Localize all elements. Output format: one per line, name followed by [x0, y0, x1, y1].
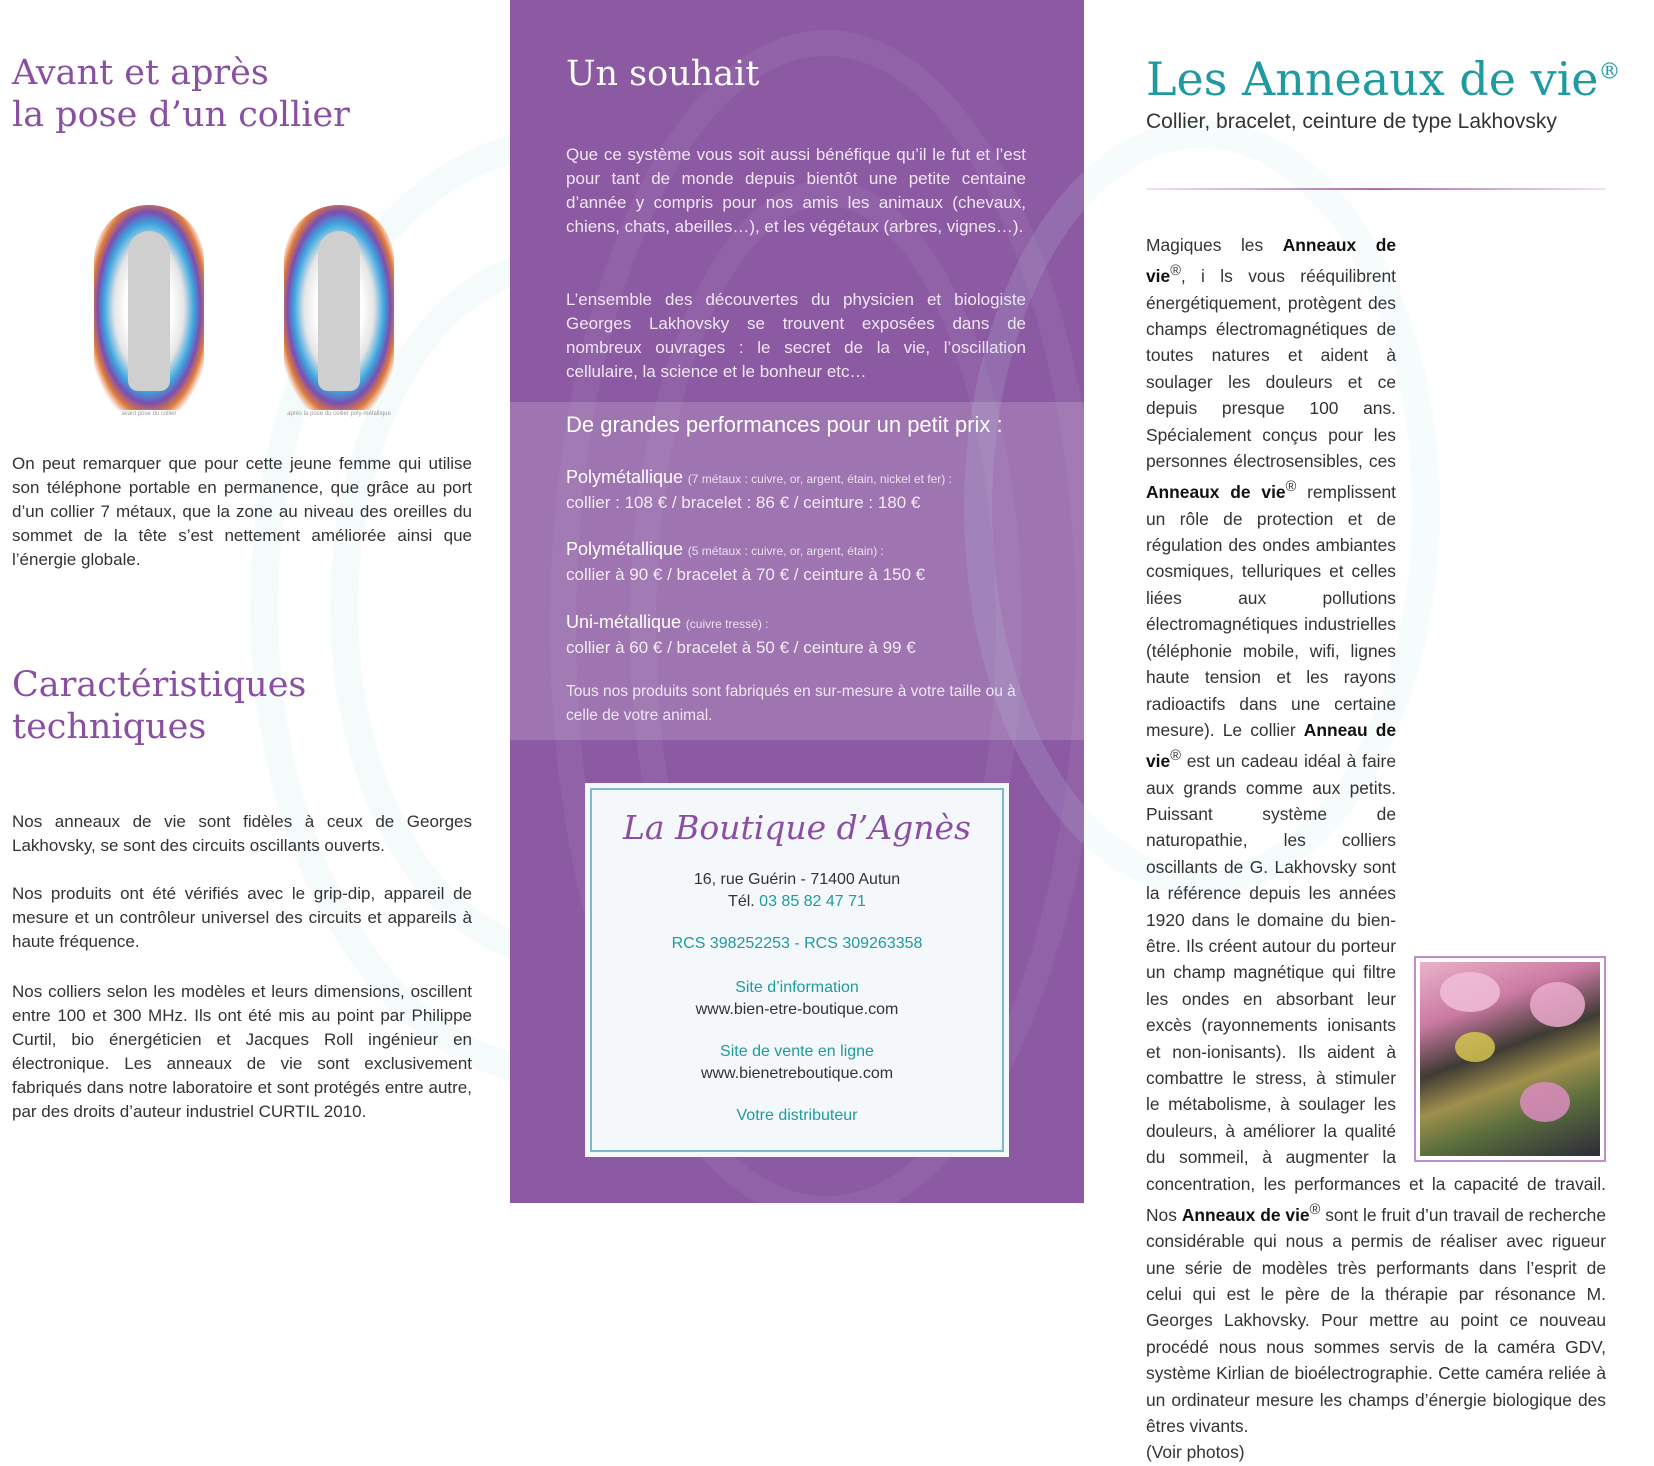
text-run: remplissent un rôle de protection et de régulation des ondes ambiantes cosmiques, telluriques et celles liées aux pollutions électromagnétiques industrielles (téléphonie mobile, wifi, lignes haute tension et les rayons radioactifs dans une certaine mesure). Le collier: [1146, 482, 1397, 740]
heading-line: la pose d’un collier: [12, 95, 350, 135]
sale-site-label: Site de vente en ligne: [720, 1043, 874, 1060]
text-run: , i ls vous rééquilibrent énergétiquement, protègent des champs électromagnétiques de toutes natures et aident à soulager les douleurs et ce depuis presque 100 ans. Spécialement conçus pour les personnes électrosensibles, ces: [1146, 266, 1396, 472]
text-run: Magiques les: [1146, 235, 1283, 255]
product-detail: (cuivre tressé) :: [685, 617, 769, 631]
aura-figure-after: [284, 205, 394, 410]
pricing-title: De grandes performances pour un petit prix :: [566, 412, 1003, 437]
orchid-image: [1420, 962, 1600, 1156]
text-run: sont le fruit d’un travail de recherche considérable qui nous a permis de réaliser avec rigueur une série de modèles très performants dans l’esprit de celui qui est le père de la thérapie par résonance M. Georges Lakhovsky. Pour mettre au point ce nouveau procédé nous nous sommes servis de la caméra GDV, système Kirlian de bioélectrographie. Cette caméra reliée à un ordinateur mesure les champs d’énergie biologique des êtres vivants.: [1146, 1204, 1607, 1437]
wish-title: Un souhait: [566, 54, 760, 94]
technical-heading: [12, 664, 306, 748]
product-uni-metal: [566, 611, 1036, 659]
product-name: Polymétallique: [566, 467, 684, 487]
registered-mark: ®: [1309, 1202, 1321, 1219]
registered-mark: ®: [1170, 748, 1181, 765]
heading-line: Caractéristiques: [12, 665, 307, 705]
sale-site-link[interactable]: www.bienetreboutique.com: [700, 1065, 894, 1082]
phone-label: Tél.: [728, 893, 755, 910]
wish-paragraph-2: L’ensemble des découvertes du physicien et biologiste Georges Lakhovsky se trouvent exposées dans de nombreux ouvrages : le secret de la vie, l’oscillation cellulaire, la science et le bonheur etc…: [566, 290, 1026, 381]
figure-caption: avant pose du collier: [121, 411, 177, 417]
wish-paragraph-1: Que ce système vous soit aussi bénéfique qu’il le fut et l’est pour tant de monde depuis bientôt une petite centaine d’année y compris pour nos amis les animaux (chevaux, chiens, chats, abeilles…), et les végétaux (arbres, vignes…).: [566, 145, 1026, 236]
brand-name: Anneaux de vie: [1146, 482, 1286, 503]
product-prices: collier à 90 € / bracelet à 70 € / ceinture à 150 €: [566, 565, 926, 584]
pricing-note: Tous nos produits sont fabriqués en sur-mesure à votre taille ou à celle de votre animal.: [566, 683, 1016, 724]
distributor-label: Votre distributeur: [736, 1107, 858, 1124]
shop-rcs: RCS 398252253 - RCS 309263358: [671, 935, 923, 952]
left-panel: [0, 0, 510, 1203]
text-run: est un cadeau idéal à faire aux grands comme aux petits. Puissant système de naturopathie, les colliers oscillants de G. Lakhovsky sont la référence depuis les années 1920 dans le domaine du bien-être. Ils créent autour du porteur un champ magnétique qui filtre les ondes en absorbant leur excès (rayonnements ionisants et non-ionisants). Ils aident à combattre le stress, à stimuler le métabolisme, à soulager les douleurs, à améliorer la qualité du sommeil, à augmenter la concentration, les performances et la capacité de travail. Nos: [1146, 751, 1606, 1225]
shop-address: 16, rue Guérin - 71400 Autun: [693, 871, 901, 888]
technical-paragraph-2: Nos produits ont été vérifiés avec le grip-dip, appareil de mesure et un contrôleur universel des circuits et appareils à haute fréquence.: [12, 884, 472, 951]
product-prices: collier : 108 € / bracelet : 86 € / ceinture : 180 €: [566, 493, 921, 512]
heading-line: Avant et après: [12, 53, 269, 93]
phone-link[interactable]: 03 85 82 47 71: [759, 893, 866, 910]
before-after-heading: [12, 52, 350, 136]
product-name: Polymétallique: [566, 539, 684, 559]
info-site-link[interactable]: www.bien-etre-boutique.com: [695, 1001, 899, 1018]
divider: [1146, 188, 1606, 190]
registered-mark: ®: [1170, 263, 1181, 280]
brand-name: Anneau de vie: [1146, 719, 1396, 772]
product-title: [1146, 52, 1621, 106]
product-description: [1146, 232, 1606, 1466]
flower-photo: [1414, 956, 1606, 1162]
right-panel: [1084, 0, 1654, 1463]
aura-figure-before: [94, 205, 204, 410]
body-silhouette: [318, 231, 360, 391]
body-silhouette: [128, 231, 170, 391]
shop-card: [590, 788, 1004, 1152]
aura-description: On peut remarquer que pour cette jeune femme qui utilise son téléphone portable en permanence, que grâce au port d’un collier 7 métaux, que la zone au niveau des oreilles du sommet de la tête s’est nettement améliorée ainsi que l’énergie globale.: [12, 454, 472, 569]
info-site-label: Site d’information: [735, 979, 859, 996]
product-detail: (7 métaux : cuivre, or, argent, étain, nickel et fer) :: [687, 472, 952, 486]
registered-mark: ®: [1598, 59, 1621, 85]
brand-name: Anneaux de vie: [1181, 1204, 1310, 1225]
see-photos-note: (Voir photos): [1146, 1442, 1245, 1463]
brand-name: Anneaux de vie: [1146, 235, 1396, 287]
shop-name: La Boutique d’Agnès: [623, 808, 971, 847]
shop-phone-line: [592, 891, 1002, 913]
technical-paragraph-1: Nos anneaux de vie sont fidèles à ceux de Georges Lakhovsky, se sont des circuits oscillants ouverts.: [12, 812, 472, 855]
technical-paragraph-3: Nos colliers selon les modèles et leurs dimensions, oscillent entre 100 et 300 MHz. Ils ont été mis au point par Philippe Curtil, bio énergéticien et Jacques Roll ingénieur en électronique. Les anneaux de vie sont exclusivement fabriqués dans notre laboratoire et sont protégés entre autre, par des droits d’auteur industriel CURTIL 2010.: [12, 982, 472, 1121]
title-text: Les Anneaux de vie: [1146, 52, 1599, 106]
product-subtitle: Collier, bracelet, ceinture de type Lakhovsky: [1146, 110, 1557, 133]
heading-line: techniques: [12, 707, 207, 747]
figure-caption: après la pose du collier poly-métallique: [287, 411, 391, 417]
product-detail: (5 métaux : cuivre, or, argent, étain) :: [687, 544, 884, 558]
registered-mark: ®: [1285, 479, 1297, 496]
product-prices: collier à 60 € / bracelet à 50 € / ceinture à 99 €: [566, 638, 916, 657]
product-name: Uni-métallique: [566, 612, 682, 632]
